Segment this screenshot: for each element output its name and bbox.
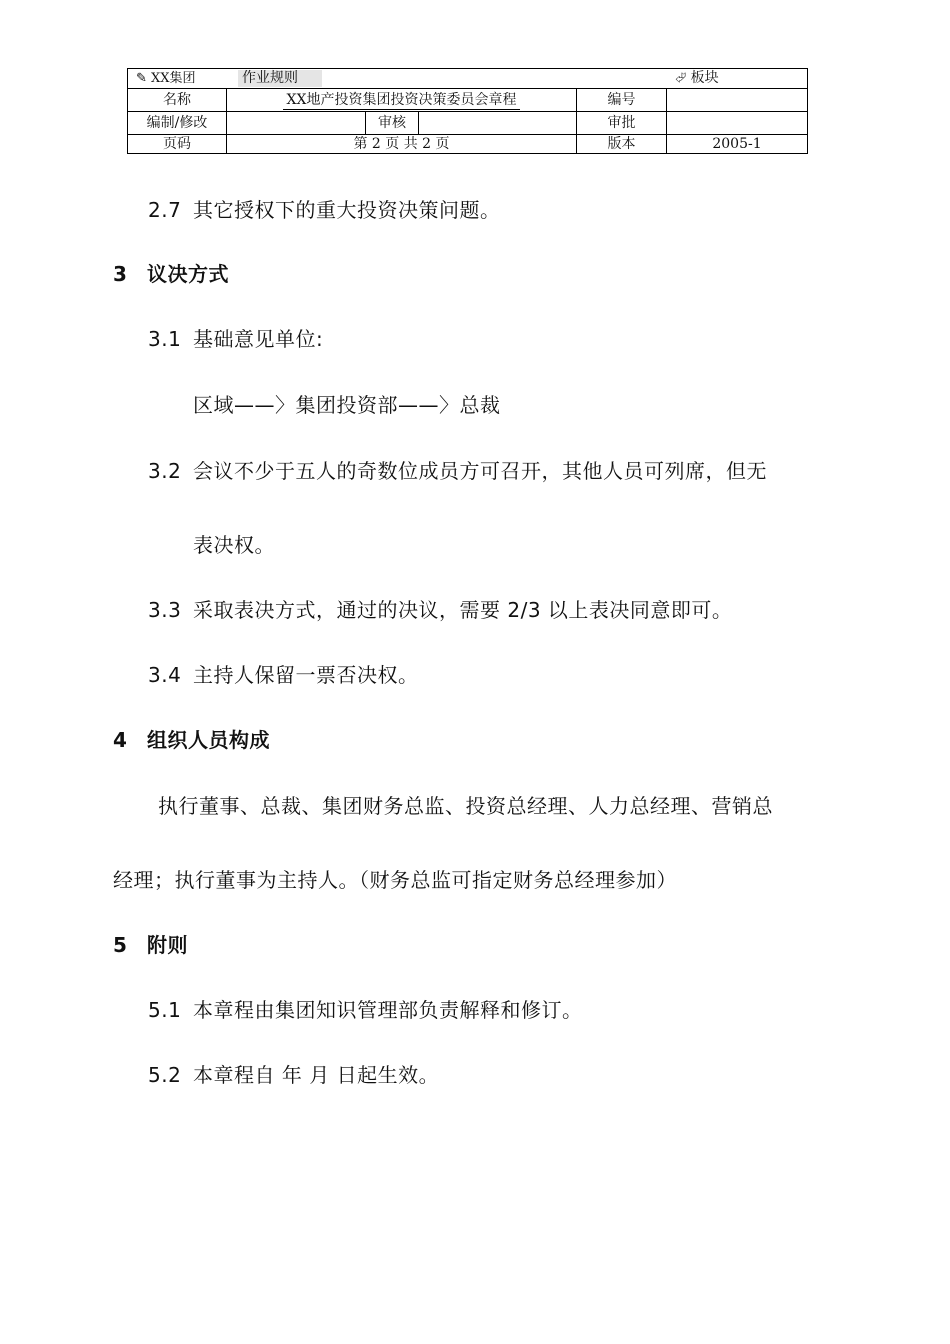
page-label: 页码	[128, 135, 227, 154]
code-label: 编号	[577, 89, 667, 112]
item-3-2-cont: 表决权。	[193, 533, 275, 557]
section-4-text-1: 执行董事、总裁、集团财务总监、投资总经理、人力总经理、营销总	[158, 794, 773, 818]
rule-type-label: 作业规则	[238, 70, 322, 87]
item-3-2: 3.2 会议不少于五人的奇数位成员方可召开，其他人员可列席，但无	[148, 459, 767, 483]
item-2-7: 2.7 其它授权下的重大投资决策问题。	[148, 198, 501, 222]
item-5-2: 5.2 本章程自 年 月 日起生效。	[148, 1063, 440, 1087]
block-label: ⮰ 板块	[675, 70, 719, 86]
review-value	[419, 112, 577, 135]
item-3-1-flow: 区域——〉集团投资部——〉总裁	[193, 393, 501, 417]
pen-icon: ✎	[136, 71, 147, 86]
name-value: XX地产投资集团投资决策委员会章程	[227, 89, 577, 112]
code-value	[667, 89, 808, 112]
version-value: 2005-1	[667, 135, 808, 154]
review-label: 审核	[366, 112, 419, 135]
item-5-1: 5.1 本章程由集团知识管理部负责解释和修订。	[148, 998, 583, 1022]
approve-value	[667, 112, 808, 135]
version-label: 版本	[577, 135, 667, 154]
edit-label: 编制/修改	[128, 112, 227, 135]
approve-label: 审批	[577, 112, 667, 135]
page-value: 第 2 页 共 2 页	[227, 135, 577, 154]
document-header-table	[127, 68, 808, 154]
arrow-icon: ⮰	[675, 70, 687, 86]
section-3-heading: 3 议决方式	[113, 262, 229, 286]
section-4-heading: 4 组织人员构成	[113, 728, 270, 752]
name-label: 名称	[128, 89, 227, 112]
section-4-text-2: 经理；执行董事为主持人。（财务总监可指定财务总经理参加）	[113, 868, 677, 892]
item-3-4: 3.4 主持人保留一票否决权。	[148, 663, 419, 687]
item-3-1: 3.1 基础意见单位:	[148, 327, 324, 351]
header-top-row	[128, 69, 808, 89]
brand-label: ✎ XX集团	[136, 71, 196, 86]
edit-value	[227, 112, 366, 135]
section-5-heading: 5 附则	[113, 933, 188, 957]
item-3-3: 3.3 采取表决方式，通过的决议，需要 2/3 以上表决同意即可。	[148, 598, 733, 622]
